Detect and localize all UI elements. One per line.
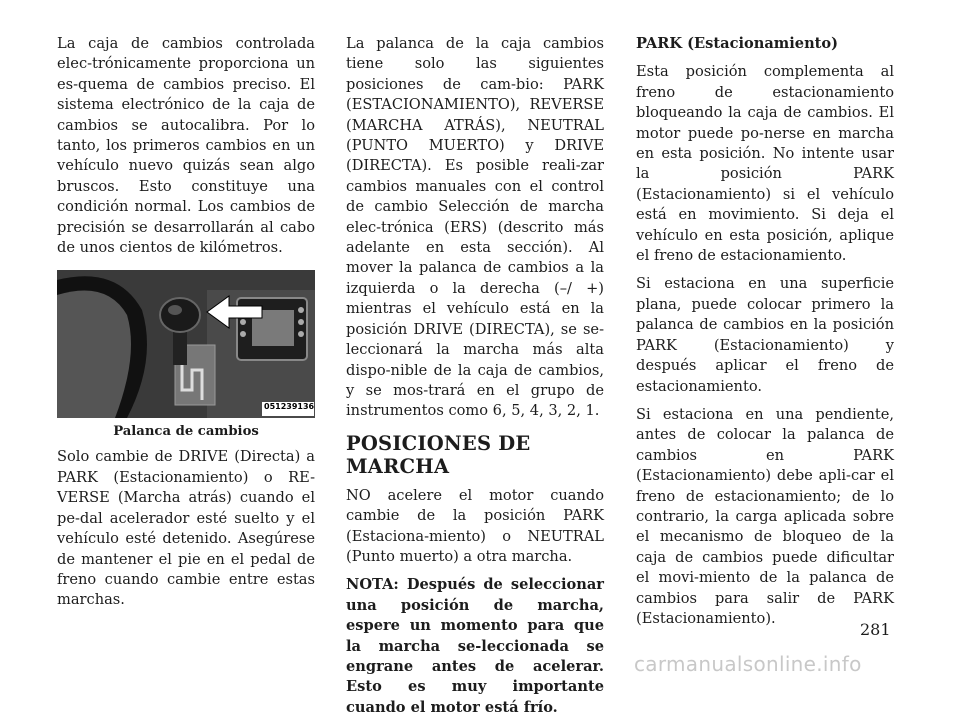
gear-lever-photo bbox=[57, 270, 315, 418]
section-heading: POSICIONES DE MARCHA bbox=[346, 431, 531, 478]
image-code: 051239136 bbox=[264, 402, 315, 412]
watermark: carmanualsonline.info bbox=[634, 652, 862, 676]
park-paragraph-2: Si estaciona en una superficie plana, puede colocar primero la palanca de cambios en la posición PARK (Estacionamiento) y después aplicar el freno de estacionamiento. bbox=[636, 275, 894, 395]
park-paragraph-3: Si estaciona en una pendiente, antes de colocar la palanca de cambios en PARK (Estacionamiento) debe apli-car el freno de estacionamiento; de lo contrario, la carga aplicada sobre el mecanismo de bloqueo de la caja de cambios puede dificultar el movi-miento de la palanca de cambios para salir de PARK (Estacionamiento). bbox=[636, 405, 894, 627]
gear-lever-illustration bbox=[57, 270, 315, 418]
park-subheading: PARK (Estacionamiento) bbox=[636, 35, 839, 52]
column-2 bbox=[346, 34, 604, 718]
note-paragraph: NOTA: Después de seleccionar una posición de marcha, espere un momento para que la marcha se-leccionada se engrane antes de acelerar. Esto es muy importante cuando el motor está frío. bbox=[346, 576, 604, 716]
figure-caption: Palanca de cambios bbox=[113, 424, 259, 440]
column-3 bbox=[636, 34, 894, 629]
intro-paragraph: La caja de cambios controlada elec-trónicamente proporciona un es-quema de cambios preciso. El sistema electrónico de la caja de cambios se autocalibra. Por lo tanto, los primeros cambios en un vehículo nuevo quizás sean algo bruscos. Esto constituye una condición normal. Los cambios de precisión se desarrollarán al cabo de unos cientos de kilómetros. bbox=[57, 35, 315, 257]
page-number: 281 bbox=[860, 620, 891, 639]
park-paragraph-1: Esta posición complementa al freno de estacionamiento bloqueando la caja de cambios. El motor puede po-nerse en marcha en esta posición. No intente usar la posición PARK (Estacionamiento) si el vehículo está en movimiento. Si deja el vehículo en esta posición, aplique el freno de estacionamiento. bbox=[636, 63, 894, 265]
positions-paragraph: La palanca de la caja cambios tiene solo las siguientes posiciones de cam-bio: PARK (ESTACIONAMIENTO), REVERSE (MARCHA ATRÁS), NEUTRAL (PUNTO MUERTO) y DRIVE (DIRECTA). Es posible reali-zar cambios manuales con el control de cambio Selección de marcha elec-trónica (ERS) (descrito más adelante en esta sección). Al mover la palanca de cambios a la izquierda o la derecha (–/ +) mientras el vehículo está en la posición DRIVE (DIRECTA), se se-leccionará la marcha más alta dispo-nible de la caja de cambios, y se mos-trará en el grupo de instrumentos como 6, 5, 4, 3, 2, 1. bbox=[346, 35, 604, 420]
column-1 bbox=[57, 34, 315, 611]
gear-lever-figure bbox=[57, 270, 315, 439]
warning-paragraph: NO acelere el motor cuando cambie de la posición PARK (Estaciona-miento) o NEUTRAL (Punto muerto) a otra marcha. bbox=[346, 486, 604, 565]
shift-paragraph: Solo cambie de DRIVE (Directa) a PARK (Estacionamiento) o RE-VERSE (Marcha atrás) cuando el pe-dal acelerador esté suelto y el vehículo esté detenido. Asegúrese de mantener el pie en el pedal de freno cuando cambie entre estas marchas. bbox=[57, 448, 315, 609]
